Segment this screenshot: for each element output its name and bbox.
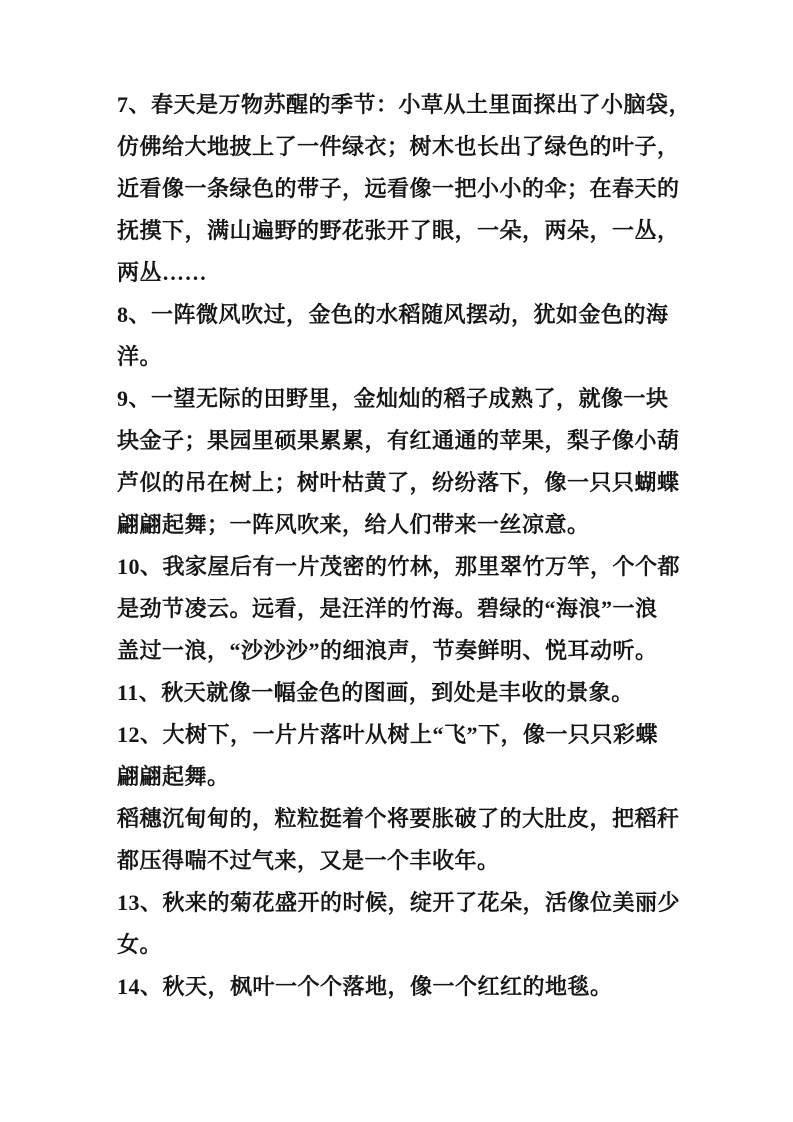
text-line: 女。 (117, 932, 163, 957)
text-line: 都压得喘不过气来，又是一个丰收年。 (117, 848, 500, 873)
document-body (117, 84, 692, 1008)
text-line: 翩翩起舞。 (117, 764, 230, 789)
text-line: 洋。 (117, 344, 163, 369)
text-line: 14、秋天，枫叶一个个落地，像一个红红的地毯。 (117, 974, 613, 999)
text-line: 9、一望无际的田野里，金灿灿的稻子成熟了，就像一块 (117, 386, 669, 411)
sentence-rice-ears (117, 798, 678, 882)
sentence-9 (117, 378, 678, 546)
text-line: 11、秋天就像一幅金色的图画，到处是丰收的景象。 (117, 680, 634, 705)
text-line: 是劲节凌云。远看，是汪洋的竹海。碧绿的“海浪”一浪 (117, 596, 658, 621)
sentence-7 (117, 84, 692, 294)
text-line: 抚摸下，满山遍野的野花张开了眼，一朵，两朵，一丛， (117, 218, 680, 243)
text-line: 两丛…… (117, 260, 208, 285)
text-line: 8、一阵微风吹过，金色的水稻随风摆动，犹如金色的海 (117, 302, 669, 327)
text-line: 块金子；果园里硕果累累，有红通通的苹果，梨子像小葫 (117, 428, 680, 453)
text-line: 12、大树下，一片片落叶从树上“飞”下，像一只只彩蝶 (117, 722, 659, 747)
text-line: 仿佛给大地披上了一件绿衣；树木也长出了绿色的叶子， (117, 134, 680, 159)
text-line: 芦似的吊在树上；树叶枯黄了，纷纷落下，像一只只蝴蝶 (117, 470, 680, 495)
text-line: 13、秋来的菊花盛开的时候，绽开了花朵，活像位美丽少 (117, 890, 681, 915)
sentence-12 (117, 714, 678, 798)
sentence-11 (117, 672, 678, 714)
sentence-13 (117, 882, 681, 966)
sentence-10 (117, 546, 681, 672)
text-line: 近看像一条绿色的带子，远看像一把小小的伞；在春天的 (117, 176, 680, 201)
text-line: 盖过一浪，“沙沙沙”的细浪声，节奏鲜明、悦耳动听。 (117, 638, 658, 663)
text-line: 7、春天是万物苏醒的季节：小草从土里面探出了小脑袋， (117, 92, 692, 117)
text-line: 10、我家屋后有一片茂密的竹林，那里翠竹万竿，个个都 (117, 554, 681, 579)
text-line: 稻穗沉甸甸的，粒粒挺着个将要胀破了的大肚皮，把稻秆 (117, 806, 680, 831)
sentence-8 (117, 294, 678, 378)
text-line: 翩翩起舞；一阵风吹来，给人们带来一丝凉意。 (117, 512, 590, 537)
sentence-14 (117, 966, 678, 1008)
